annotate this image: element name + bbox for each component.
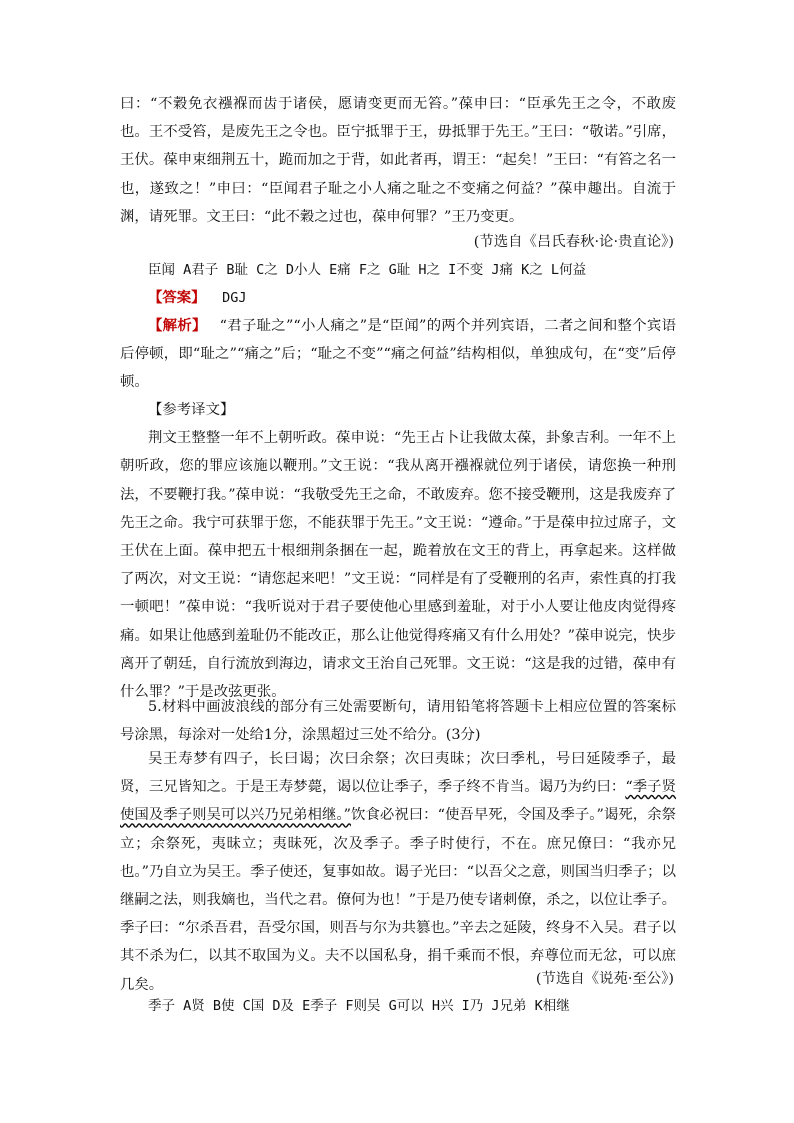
passage-2-after: 饮食必祝曰：“使吾早死，令国及季子。”谒死，余祭立；余祭死，夷昧立；夷昧死，次及季子。季子时使行，不在。庶兄僚曰：“我亦兄也。”乃自立为吴王。季子使还，复事如故。谒子光曰：“以吾父之意，则国当归季子；以继嗣之法，则我嫡也，当代之君。僚何为也！”于是乃使专诸刺僚，杀之，以位让季子。季子曰：“尔杀吾君，吾受尔国，则吾与尔为共篡也。”辛去之延陵，终身不入吴。君子以其不杀为仁，以其不取国为义。夫不以国私身，捐千乘而不恨，弃尊位而无忿，可以庶几矣。: [120, 807, 676, 993]
passage-1-source: (节选自《吕氏春秋·论·贵直论》): [473, 234, 674, 250]
answer-label: 【答案】: [148, 289, 206, 306]
passage-1: [120, 90, 676, 231]
passage-1-text: 曰：“不穀免衣襁褓而齿于诸侯，愿请变更而无笞。”葆申曰：“臣承先王之令，不敢废也。王不受笞，是废先王之令也。臣宁抵罪于王，毋抵罪于先王。”王曰：“敬诺。”引席，王伏。葆申束细荆五十，跪而加之于背，如此者再，谓王：“起矣！”王曰：“有笞之名一也，遂致之！”申曰：“臣闻君子耻之小人痛之耻之不变痛之何益？”葆申趣出。自流于渊，请死罪。文王曰：“此不穀之过也，葆申何罪？”王乃变更。: [120, 96, 676, 225]
analysis-label: 【解析】: [148, 317, 207, 334]
translation-label: 【参考译文】: [148, 402, 235, 418]
answer-line: [120, 284, 676, 312]
passage-2-options-text: 季子 A贤 B使 C国 D及 E季子 F则吴 G可以 H兴 I乃 J兄弟 K相继: [148, 998, 570, 1014]
translation-text: 荆文王整整一年不上朝听政。葆申说：“先王占卜让我做太葆，卦象吉利。一年不上朝听政，您的罪应该施以鞭刑。”文王说：“我从离开襁褓就位列于诸侯，请您换一种刑法，不要鞭打我。”葆申说：“我敬受先王之命，不敢废弃。您不接受鞭刑，这是我废弃了先王之命。我宁可获罪于您，不能获罪于先王。”文王说：“遵命。”于是葆申拉过席子，文王伏在上面。葆申把五十根细荆条捆在一起，跪着放在文王的背上，再拿起来。这样做了两次，对文王说：“请您起来吧！”文王说：“同样是有了受鞭刑的名声，索性真的打我一顿吧！”葆申说：“我听说对于君子要使他心里感到羞耻，对于小人要让他皮肉觉得疼痛。如果让他感到羞耻仍不能改正，那么让他觉得疼痛又有什么用处？”葆申说完，快步离开了朝廷，自行流放到海边，请求文王治自己死罪。文王说：“这是我的过错，葆申有什么罪？”于是改弦更张。: [120, 430, 676, 701]
translation-block: [120, 396, 676, 706]
passage-1-options: [120, 256, 676, 284]
passage-1-options-text: 臣闻 A君子 B耻 C之 D小人 E痛 F之 G耻 H之 I不变 J痛 K之 L何益: [148, 262, 587, 278]
analysis-block: [120, 312, 676, 397]
passage-2-source: (节选自《说苑·至公》): [535, 971, 674, 987]
answer-value: DGJ: [222, 290, 247, 306]
passage-2: [120, 745, 676, 999]
passage-2-before: 吴王寿梦有四子，长曰谒；次曰余祭；次曰夷昧；次曰季札，号曰延陵季子，最贤，三兄皆知之。于是王寿梦薨，谒以位让季子，季子终不肯当。谒乃为约曰：: [120, 751, 676, 796]
passage-2-options: [120, 992, 676, 1020]
passage-2-wavy-segment: “季子贤使国及季子则吴可以兴乃兄弟相继。”: [120, 779, 676, 824]
question-5-text: 5.材料中画波浪线的部分有三处需要断句，请用铅笔将答题卡上相应位置的答案标号涂黑，每涂对一处给1分，涂黑超过三处不给分。(3分): [120, 699, 676, 744]
question-5: [120, 693, 676, 749]
analysis-text: “君子耻之”“小人痛之”是“臣闻”的两个并列宾语，二者之间和整个宾语后停顿，即“耻之”“痛之”后；“耻之不变”“痛之何益”结构相似，单独成句，在“变”后停顿。: [120, 318, 676, 391]
